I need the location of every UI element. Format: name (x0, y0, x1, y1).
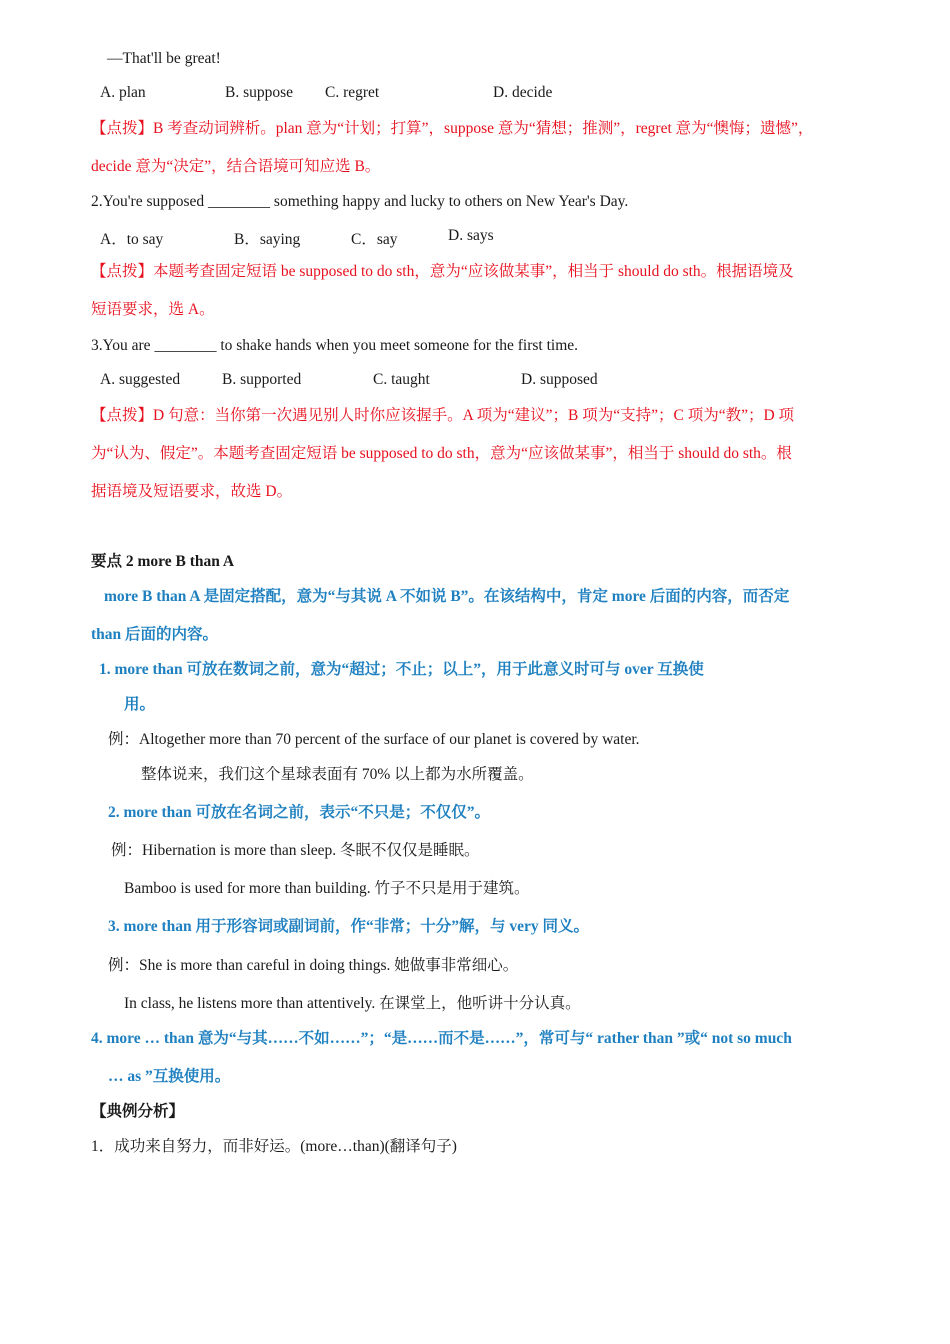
q2-note-line1: 【点拨】本题考查固定短语 be supposed to do sth，意为“应该做某事”，相当于 should do sth。根据语境及 (91, 263, 794, 280)
analysis-heading: 【典例分析】 (91, 1103, 185, 1120)
point2-item4-line2: … as ”互换使用。 (108, 1068, 231, 1085)
q2-stem: 2.You're supposed ________ something happy and lucky to others on New Year's Day. (91, 193, 629, 210)
q3-option-c: C. taught (373, 371, 430, 388)
analysis-question1: 1．成功来自努力，而非好运。(more…than)(翻译句子) (91, 1138, 457, 1155)
point2-example1-en: 例：Altogether more than 70 percent of the surface of our planet is covered by water. (108, 731, 640, 748)
q1-option-d: D. decide (493, 84, 553, 101)
point2-example1-cn: 整体说来，我们这个星球表面有 70% 以上都为水所覆盖。 (141, 766, 534, 783)
q3-note-line2: 为“认为、假定”。本题考查固定短语 be supposed to do sth，意为“应该做某事”，相当于 should do sth。根 (91, 445, 792, 462)
q3-note-line3: 据语境及短语要求，故选 D。 (91, 483, 293, 500)
q3-stem: 3.You are ________ to shake hands when you meet someone for the first time. (91, 337, 579, 354)
point2-example3b: In class, he listens more than attentively. 在课堂上，他听讲十分认真。 (124, 995, 581, 1012)
point2-item1-line2: 用。 (124, 696, 156, 713)
point2-example2a: 例：Hibernation is more than sleep. 冬眠不仅仅是睡眠。 (111, 842, 480, 859)
q2-option-c: C．say (351, 231, 398, 248)
q2-note-line2: 短语要求，选 A。 (91, 301, 215, 318)
point2-example3a: 例：She is more than careful in doing things. 她做事非常细心。 (108, 957, 519, 974)
point2-intro-line2: than 后面的内容。 (91, 626, 219, 643)
point2-heading: 要点 2 more B than A (91, 553, 235, 570)
q3-option-d: D. supposed (521, 371, 598, 388)
point2-item1-line1: 1. more than 可放在数词之前，意为“超过；不止；以上”，用于此意义时可与 over 互换使 (99, 661, 704, 678)
q3-option-a: A. suggested (100, 371, 181, 388)
point2-item2: 2. more than 可放在名词之前，表示“不只是；不仅仅”。 (108, 804, 491, 821)
q2-option-b: B．saying (234, 231, 301, 248)
q3-option-b: B. supported (222, 371, 302, 388)
q1-reply: —That'll be great! (107, 50, 221, 67)
q2-option-a: A．to say (100, 231, 164, 248)
q3-note-line1: 【点拨】D 句意：当你第一次遇见别人时你应该握手。A 项为“建议”；B 项为“支持”；C 项为“教”；D 项 (91, 407, 795, 424)
point2-intro-line1: more B than A 是固定搭配，意为“与其说 A 不如说 B”。在该结构中，肯定 more 后面的内容，而否定 (104, 588, 790, 605)
q1-note-line2: decide 意为“决定”，结合语境可知应选 B。 (91, 158, 381, 175)
point2-item4-line1: 4. more … than 意为“与其……不如……”；“是……而不是……”，常可与“ rather than ”或“ not so much (91, 1030, 792, 1047)
q1-option-a: A. plan (100, 84, 146, 101)
point2-example2b: Bamboo is used for more than building. 竹子不只是用于建筑。 (124, 880, 530, 897)
point2-item3: 3. more than 用于形容词或副词前，作“非常；十分”解，与 very 同义。 (108, 918, 590, 935)
q2-option-d: D. says (448, 227, 494, 244)
q1-option-c: C. regret (325, 84, 380, 101)
q1-option-b: B. suppose (225, 84, 294, 101)
q1-note-line1: 【点拨】B 考查动词辨析。plan 意为“计划；打算”，suppose 意为“猜想；推测”，regret 意为“懊悔；遗憾”， (91, 120, 814, 137)
